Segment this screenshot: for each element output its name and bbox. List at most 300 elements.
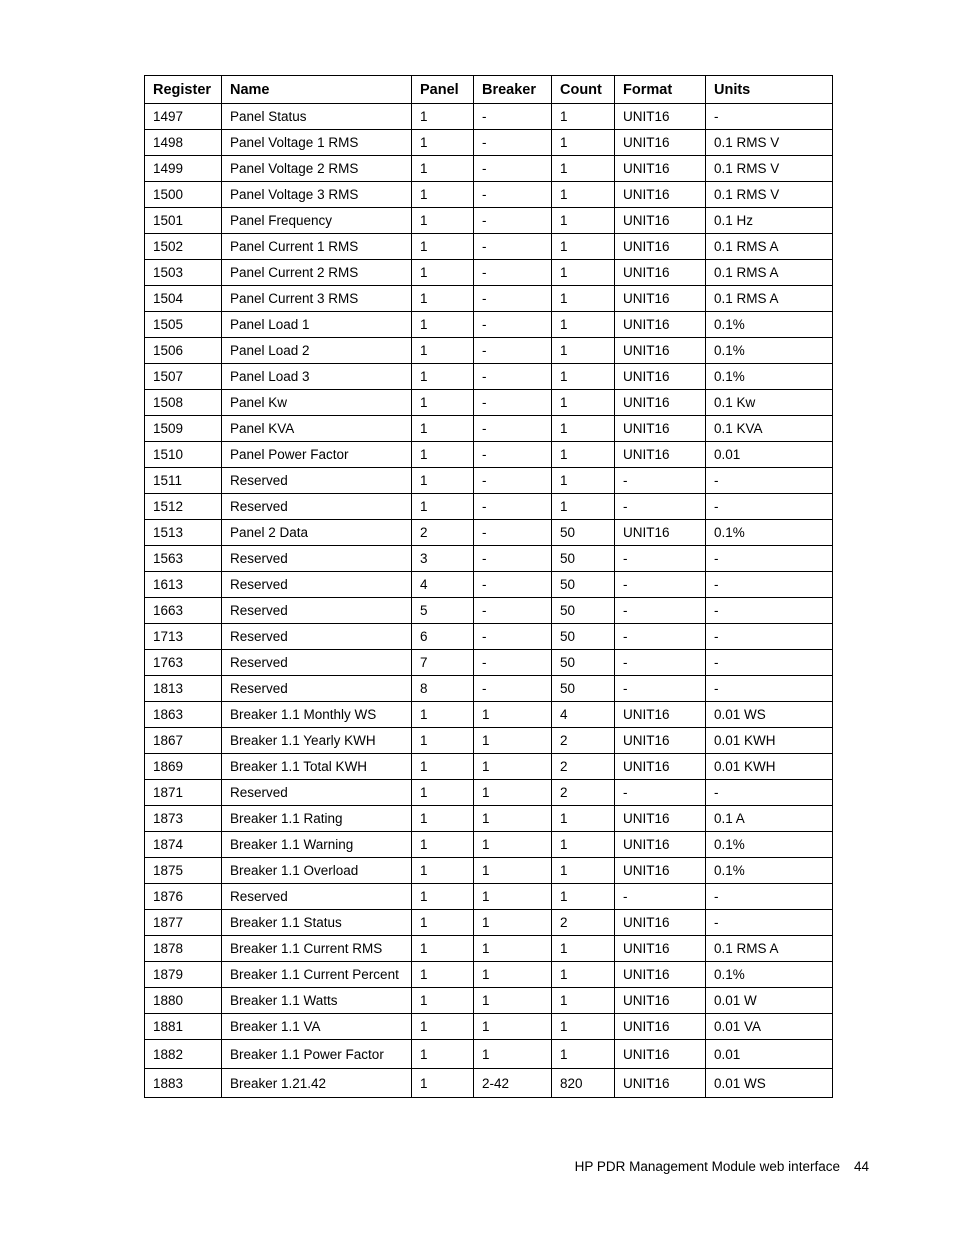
cell-breaker: -	[474, 338, 552, 364]
cell-panel: 1	[412, 806, 474, 832]
cell-format: UNIT16	[615, 1069, 706, 1098]
cell-panel: 1	[412, 390, 474, 416]
cell-name: Panel Current 2 RMS	[222, 260, 412, 286]
cell-format: -	[615, 650, 706, 676]
cell-register: 1512	[145, 494, 222, 520]
cell-register: 1877	[145, 910, 222, 936]
cell-units: 0.1 RMS V	[706, 130, 833, 156]
cell-register: 1513	[145, 520, 222, 546]
cell-units: 0.01 KWH	[706, 728, 833, 754]
table-row	[145, 364, 833, 390]
cell-count: 50	[552, 624, 615, 650]
cell-format: -	[615, 468, 706, 494]
cell-breaker: -	[474, 130, 552, 156]
cell-panel: 1	[412, 416, 474, 442]
cell-register: 1510	[145, 442, 222, 468]
cell-register: 1883	[145, 1069, 222, 1098]
table-row	[145, 598, 833, 624]
cell-units: 0.1%	[706, 962, 833, 988]
cell-format: UNIT16	[615, 182, 706, 208]
cell-register: 1504	[145, 286, 222, 312]
cell-units: -	[706, 104, 833, 130]
header-name: Name	[222, 76, 412, 104]
cell-panel: 1	[412, 208, 474, 234]
cell-count: 1	[552, 338, 615, 364]
cell-breaker: -	[474, 416, 552, 442]
cell-units: 0.01 VA	[706, 1014, 833, 1040]
cell-register: 1813	[145, 676, 222, 702]
cell-panel: 3	[412, 546, 474, 572]
cell-count: 1	[552, 832, 615, 858]
cell-name: Panel Voltage 2 RMS	[222, 156, 412, 182]
table-row	[145, 442, 833, 468]
cell-name: Breaker 1.1 Current Percent	[222, 962, 412, 988]
cell-register: 1508	[145, 390, 222, 416]
cell-format: UNIT16	[615, 754, 706, 780]
cell-register: 1882	[145, 1040, 222, 1069]
cell-format: UNIT16	[615, 988, 706, 1014]
cell-format: UNIT16	[615, 442, 706, 468]
cell-breaker: 1	[474, 780, 552, 806]
table-row	[145, 208, 833, 234]
cell-format: -	[615, 676, 706, 702]
cell-format: -	[615, 572, 706, 598]
cell-count: 1	[552, 494, 615, 520]
cell-name: Panel Load 3	[222, 364, 412, 390]
table-row	[145, 234, 833, 260]
cell-name: Reserved	[222, 780, 412, 806]
footer-title: HP PDR Management Module web interface	[574, 1159, 840, 1174]
cell-units: 0.1 RMS A	[706, 260, 833, 286]
cell-panel: 1	[412, 494, 474, 520]
cell-units: -	[706, 910, 833, 936]
cell-breaker: -	[474, 598, 552, 624]
cell-panel: 1	[412, 962, 474, 988]
cell-count: 50	[552, 598, 615, 624]
table-row	[145, 520, 833, 546]
cell-breaker: 1	[474, 884, 552, 910]
cell-count: 2	[552, 754, 615, 780]
cell-register: 1763	[145, 650, 222, 676]
table-row	[145, 312, 833, 338]
cell-units: -	[706, 650, 833, 676]
cell-count: 2	[552, 780, 615, 806]
cell-units: 0.1 RMS A	[706, 286, 833, 312]
header-register: Register	[145, 76, 222, 104]
table-row	[145, 702, 833, 728]
cell-units: 0.01 WS	[706, 1069, 833, 1098]
cell-name: Reserved	[222, 676, 412, 702]
cell-name: Panel KVA	[222, 416, 412, 442]
cell-breaker: -	[474, 390, 552, 416]
cell-units: 0.1 KVA	[706, 416, 833, 442]
cell-units: 0.01	[706, 442, 833, 468]
cell-register: 1500	[145, 182, 222, 208]
cell-count: 1	[552, 936, 615, 962]
table-row	[145, 858, 833, 884]
header-breaker: Breaker	[474, 76, 552, 104]
cell-units: 0.1 Hz	[706, 208, 833, 234]
cell-panel: 4	[412, 572, 474, 598]
cell-count: 1	[552, 416, 615, 442]
cell-format: -	[615, 884, 706, 910]
cell-name: Breaker 1.1 Watts	[222, 988, 412, 1014]
cell-name: Panel Kw	[222, 390, 412, 416]
cell-breaker: 1	[474, 832, 552, 858]
cell-count: 820	[552, 1069, 615, 1098]
cell-count: 50	[552, 520, 615, 546]
cell-format: -	[615, 780, 706, 806]
cell-breaker: -	[474, 676, 552, 702]
cell-register: 1871	[145, 780, 222, 806]
cell-register: 1563	[145, 546, 222, 572]
cell-name: Breaker 1.1 Current RMS	[222, 936, 412, 962]
cell-panel: 1	[412, 182, 474, 208]
cell-breaker: -	[474, 546, 552, 572]
cell-panel: 1	[412, 156, 474, 182]
cell-format: UNIT16	[615, 260, 706, 286]
cell-format: UNIT16	[615, 286, 706, 312]
table-row	[145, 1014, 833, 1040]
table-row	[145, 780, 833, 806]
table-row	[145, 468, 833, 494]
cell-panel: 1	[412, 338, 474, 364]
cell-panel: 1	[412, 468, 474, 494]
cell-format: UNIT16	[615, 130, 706, 156]
cell-format: UNIT16	[615, 234, 706, 260]
cell-name: Panel Load 1	[222, 312, 412, 338]
cell-panel: 1	[412, 754, 474, 780]
cell-breaker: -	[474, 260, 552, 286]
cell-panel: 1	[412, 104, 474, 130]
cell-format: UNIT16	[615, 858, 706, 884]
cell-name: Panel Status	[222, 104, 412, 130]
cell-format: UNIT16	[615, 416, 706, 442]
cell-panel: 1	[412, 1040, 474, 1069]
cell-count: 1	[552, 468, 615, 494]
cell-name: Panel Voltage 3 RMS	[222, 182, 412, 208]
cell-register: 1873	[145, 806, 222, 832]
cell-count: 1	[552, 390, 615, 416]
cell-name: Breaker 1.1 Monthly WS	[222, 702, 412, 728]
cell-breaker: 1	[474, 728, 552, 754]
cell-format: UNIT16	[615, 520, 706, 546]
cell-name: Breaker 1.21.42	[222, 1069, 412, 1098]
cell-count: 1	[552, 286, 615, 312]
cell-breaker: 1	[474, 1014, 552, 1040]
cell-register: 1497	[145, 104, 222, 130]
cell-count: 1	[552, 806, 615, 832]
table-row	[145, 260, 833, 286]
cell-format: -	[615, 624, 706, 650]
cell-units: -	[706, 572, 833, 598]
cell-register: 1509	[145, 416, 222, 442]
cell-register: 1505	[145, 312, 222, 338]
cell-breaker: -	[474, 156, 552, 182]
cell-count: 50	[552, 572, 615, 598]
cell-register: 1503	[145, 260, 222, 286]
cell-name: Panel Current 1 RMS	[222, 234, 412, 260]
cell-panel: 2	[412, 520, 474, 546]
cell-panel: 1	[412, 780, 474, 806]
cell-units: 0.1 RMS A	[706, 936, 833, 962]
cell-breaker: -	[474, 572, 552, 598]
cell-register: 1713	[145, 624, 222, 650]
cell-units: 0.1 Kw	[706, 390, 833, 416]
cell-count: 1	[552, 858, 615, 884]
cell-count: 50	[552, 650, 615, 676]
table-row	[145, 182, 833, 208]
table-row	[145, 338, 833, 364]
table-row	[145, 156, 833, 182]
cell-register: 1663	[145, 598, 222, 624]
cell-register: 1875	[145, 858, 222, 884]
cell-panel: 1	[412, 858, 474, 884]
cell-units: 0.1 RMS A	[706, 234, 833, 260]
cell-name: Reserved	[222, 468, 412, 494]
page-footer	[575, 1159, 869, 1174]
cell-count: 1	[552, 1040, 615, 1069]
cell-count: 2	[552, 728, 615, 754]
cell-breaker: 1	[474, 806, 552, 832]
cell-register: 1613	[145, 572, 222, 598]
cell-panel: 1	[412, 442, 474, 468]
table-row	[145, 728, 833, 754]
cell-name: Reserved	[222, 598, 412, 624]
table-row	[145, 754, 833, 780]
header-units: Units	[706, 76, 833, 104]
cell-units: 0.1 RMS V	[706, 182, 833, 208]
cell-panel: 1	[412, 286, 474, 312]
cell-breaker: 1	[474, 936, 552, 962]
cell-name: Reserved	[222, 624, 412, 650]
cell-name: Reserved	[222, 494, 412, 520]
cell-name: Reserved	[222, 650, 412, 676]
cell-register: 1867	[145, 728, 222, 754]
cell-breaker: -	[474, 286, 552, 312]
cell-name: Breaker 1.1 VA	[222, 1014, 412, 1040]
cell-count: 1	[552, 208, 615, 234]
cell-name: Panel Current 3 RMS	[222, 286, 412, 312]
cell-count: 1	[552, 130, 615, 156]
cell-breaker: 1	[474, 858, 552, 884]
cell-name: Reserved	[222, 546, 412, 572]
cell-units: 0.01 KWH	[706, 754, 833, 780]
cell-format: UNIT16	[615, 702, 706, 728]
header-count: Count	[552, 76, 615, 104]
cell-panel: 1	[412, 364, 474, 390]
cell-name: Panel Frequency	[222, 208, 412, 234]
cell-units: 0.1 RMS V	[706, 156, 833, 182]
cell-register: 1506	[145, 338, 222, 364]
cell-format: UNIT16	[615, 806, 706, 832]
cell-breaker: -	[474, 650, 552, 676]
table-header-row	[145, 76, 833, 104]
cell-breaker: 2-42	[474, 1069, 552, 1098]
cell-count: 1	[552, 1014, 615, 1040]
cell-count: 1	[552, 442, 615, 468]
cell-panel: 1	[412, 910, 474, 936]
cell-panel: 1	[412, 884, 474, 910]
table-row	[145, 650, 833, 676]
table-row	[145, 1040, 833, 1069]
page-number: 44	[853, 1159, 869, 1174]
table-row	[145, 910, 833, 936]
cell-count: 1	[552, 962, 615, 988]
cell-units: 0.1%	[706, 832, 833, 858]
cell-units: 0.1%	[706, 312, 833, 338]
cell-breaker: -	[474, 364, 552, 390]
table-row	[145, 962, 833, 988]
cell-units: -	[706, 598, 833, 624]
cell-register: 1502	[145, 234, 222, 260]
table-row	[145, 884, 833, 910]
cell-panel: 1	[412, 234, 474, 260]
header-panel: Panel	[412, 76, 474, 104]
cell-format: -	[615, 598, 706, 624]
cell-units: 0.01 WS	[706, 702, 833, 728]
cell-units: -	[706, 780, 833, 806]
table-row	[145, 130, 833, 156]
cell-units: -	[706, 546, 833, 572]
cell-count: 1	[552, 260, 615, 286]
cell-units: -	[706, 676, 833, 702]
cell-units: 0.1 A	[706, 806, 833, 832]
cell-name: Breaker 1.1 Yearly KWH	[222, 728, 412, 754]
cell-units: 0.1%	[706, 520, 833, 546]
cell-panel: 5	[412, 598, 474, 624]
cell-breaker: -	[474, 520, 552, 546]
cell-units: -	[706, 884, 833, 910]
cell-format: UNIT16	[615, 936, 706, 962]
cell-register: 1881	[145, 1014, 222, 1040]
cell-panel: 8	[412, 676, 474, 702]
cell-panel: 7	[412, 650, 474, 676]
cell-count: 50	[552, 676, 615, 702]
cell-format: UNIT16	[615, 390, 706, 416]
cell-units: -	[706, 468, 833, 494]
cell-panel: 6	[412, 624, 474, 650]
cell-format: -	[615, 546, 706, 572]
cell-format: UNIT16	[615, 156, 706, 182]
cell-panel: 1	[412, 728, 474, 754]
cell-breaker: -	[474, 468, 552, 494]
table-row	[145, 390, 833, 416]
cell-breaker: 1	[474, 702, 552, 728]
table-row	[145, 1069, 833, 1098]
cell-breaker: 1	[474, 962, 552, 988]
cell-name: Breaker 1.1 Status	[222, 910, 412, 936]
cell-units: 0.1%	[706, 338, 833, 364]
cell-count: 2	[552, 910, 615, 936]
cell-format: UNIT16	[615, 1014, 706, 1040]
cell-count: 4	[552, 702, 615, 728]
cell-breaker: 1	[474, 754, 552, 780]
cell-panel: 1	[412, 130, 474, 156]
cell-breaker: -	[474, 208, 552, 234]
table-row	[145, 572, 833, 598]
cell-register: 1876	[145, 884, 222, 910]
cell-units: 0.1%	[706, 364, 833, 390]
cell-register: 1878	[145, 936, 222, 962]
cell-count: 1	[552, 884, 615, 910]
table-row	[145, 832, 833, 858]
cell-units: 0.01	[706, 1040, 833, 1069]
table-row	[145, 286, 833, 312]
table-body	[145, 104, 833, 1098]
cell-format: UNIT16	[615, 962, 706, 988]
cell-panel: 1	[412, 832, 474, 858]
cell-breaker: -	[474, 312, 552, 338]
cell-name: Breaker 1.1 Overload	[222, 858, 412, 884]
cell-register: 1507	[145, 364, 222, 390]
cell-panel: 1	[412, 260, 474, 286]
cell-name: Breaker 1.1 Rating	[222, 806, 412, 832]
cell-name: Reserved	[222, 884, 412, 910]
cell-panel: 1	[412, 936, 474, 962]
table-row	[145, 988, 833, 1014]
cell-panel: 1	[412, 702, 474, 728]
cell-breaker: 1	[474, 910, 552, 936]
cell-register: 1511	[145, 468, 222, 494]
table-row	[145, 806, 833, 832]
cell-register: 1498	[145, 130, 222, 156]
table-row	[145, 104, 833, 130]
cell-register: 1501	[145, 208, 222, 234]
cell-count: 1	[552, 312, 615, 338]
register-table	[144, 75, 833, 1098]
cell-panel: 1	[412, 1014, 474, 1040]
cell-count: 1	[552, 988, 615, 1014]
cell-name: Panel Load 2	[222, 338, 412, 364]
cell-format: UNIT16	[615, 338, 706, 364]
cell-name: Panel Power Factor	[222, 442, 412, 468]
cell-format: UNIT16	[615, 1040, 706, 1069]
cell-name: Breaker 1.1 Warning	[222, 832, 412, 858]
cell-format: UNIT16	[615, 728, 706, 754]
cell-count: 1	[552, 234, 615, 260]
cell-breaker: -	[474, 442, 552, 468]
header-format: Format	[615, 76, 706, 104]
cell-name: Breaker 1.1 Total KWH	[222, 754, 412, 780]
cell-format: UNIT16	[615, 208, 706, 234]
cell-name: Panel Voltage 1 RMS	[222, 130, 412, 156]
cell-register: 1880	[145, 988, 222, 1014]
cell-count: 1	[552, 156, 615, 182]
cell-units: -	[706, 624, 833, 650]
cell-units: 0.01 W	[706, 988, 833, 1014]
cell-breaker: -	[474, 104, 552, 130]
cell-count: 1	[552, 104, 615, 130]
cell-format: UNIT16	[615, 832, 706, 858]
cell-breaker: 1	[474, 1040, 552, 1069]
cell-count: 50	[552, 546, 615, 572]
cell-breaker: 1	[474, 988, 552, 1014]
cell-breaker: -	[474, 624, 552, 650]
cell-name: Panel 2 Data	[222, 520, 412, 546]
cell-units: -	[706, 494, 833, 520]
cell-register: 1874	[145, 832, 222, 858]
cell-register: 1499	[145, 156, 222, 182]
table-row	[145, 936, 833, 962]
cell-register: 1869	[145, 754, 222, 780]
cell-name: Breaker 1.1 Power Factor	[222, 1040, 412, 1069]
cell-name: Reserved	[222, 572, 412, 598]
cell-panel: 1	[412, 1069, 474, 1098]
cell-register: 1863	[145, 702, 222, 728]
cell-panel: 1	[412, 312, 474, 338]
cell-format: UNIT16	[615, 910, 706, 936]
